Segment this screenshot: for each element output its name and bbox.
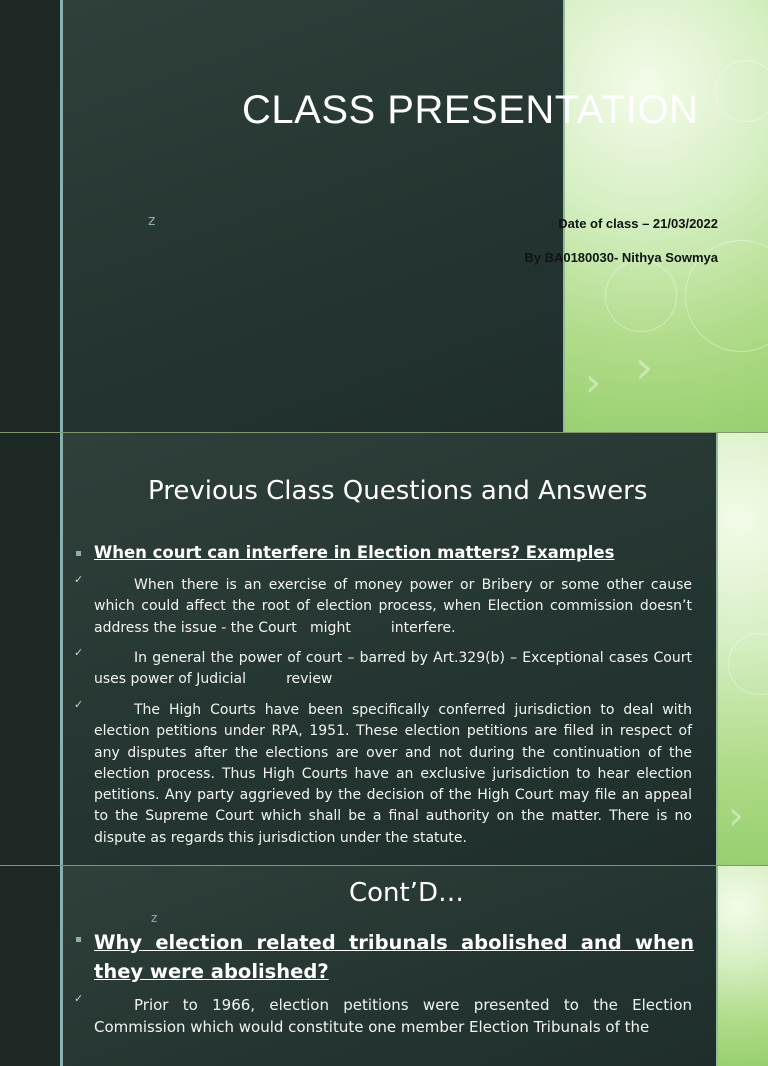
dark-panel	[63, 0, 563, 432]
qa-slide	[0, 433, 768, 865]
answer-text: The High Courts have been specifically conferred jurisdiction to deal with election petitions under RPA, 1951. These election petitions are filed in respect of any disputes after the elections are over and not during the continuation of the election process. Thus High Courts have an exclusive jurisdiction to hear election petitions. Any party aggrieved by the decision of the High Court may file an appeal to the Supreme Court which shall be a final authority on the matter. There is no dispute as regards this jurisdiction under the statute.	[94, 702, 692, 846]
green-decorative-art: › ›	[565, 0, 768, 432]
question-text: Why election related tribunals abolished and when they were abolished?	[94, 931, 694, 983]
presenter-line: By BA0180030- Nithya Sowmya	[524, 250, 718, 265]
checkmark-icon: ✓	[74, 698, 84, 711]
left-band	[0, 433, 60, 865]
checkmark-icon: ✓	[74, 646, 84, 659]
presentation-title: CLASS PRESENTATION	[242, 88, 699, 132]
z-mark: z	[148, 213, 156, 229]
left-band	[0, 0, 60, 432]
panel-accent-line	[716, 433, 718, 865]
question-item	[76, 543, 614, 562]
question-text: When court can interfere in Election matters? Examples	[94, 543, 615, 562]
answer-item	[74, 648, 692, 691]
slide-heading: Previous Class Questions and Answers	[148, 476, 648, 506]
answer-text: When there is an exercise of money power or Bribery or some other cause which could affect the root of election process, when Election commission doesn’t address the issue - the Court might interfere.	[94, 577, 692, 636]
green-decorative-art	[718, 866, 768, 1066]
checkmark-icon: ✓	[74, 992, 84, 1005]
z-mark: z	[151, 911, 158, 925]
panel-accent-line	[716, 866, 718, 1066]
answer-text: Prior to 1966, election petitions were presented to the Election Commission which would constitute one member Election Tribunals of the	[94, 996, 692, 1036]
answer-item	[74, 575, 692, 639]
title-slide	[0, 0, 768, 432]
square-bullet-icon	[76, 937, 81, 942]
checkmark-icon: ✓	[74, 573, 84, 586]
square-bullet-icon	[76, 551, 81, 556]
answer-text: In general the power of court – barred by Art.329(b) – Exceptional cases Court uses power of Judicial review	[94, 650, 692, 688]
left-band	[0, 866, 60, 1066]
question-item	[76, 928, 694, 986]
continued-slide	[0, 866, 768, 1066]
slide-divider	[0, 865, 768, 866]
slide-divider	[0, 432, 768, 433]
answer-item	[74, 700, 692, 849]
answer-item	[74, 994, 692, 1038]
green-decorative-art: ›	[718, 433, 768, 865]
class-date: Date of class – 21/03/2022	[558, 216, 718, 231]
slide-heading: Cont’D…	[349, 878, 465, 908]
